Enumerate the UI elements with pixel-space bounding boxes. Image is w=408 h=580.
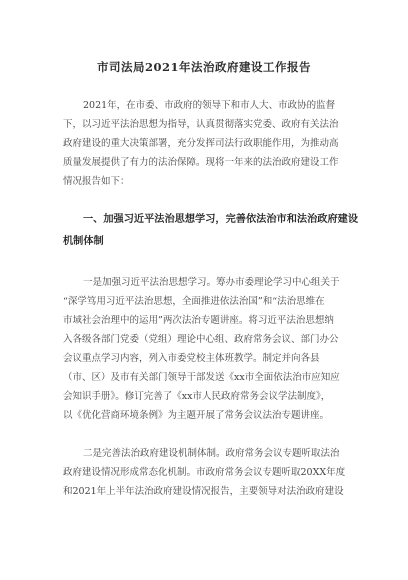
para1-line-6: （市、区）及市有关部门领导干部发送《xx市全面依法治市应知应 — [63, 372, 340, 383]
para1-line-1: 一是加强习近平法治思想学习。筹办市委理论学习中心组关于 — [83, 277, 340, 288]
intro-line-1: 2021年，在市委、市政府的领导下和市人大、市政协的监督 — [83, 100, 336, 111]
para1-line-5: 会议重点学习内容，列入市委党校主体班教学。制定并向各县 — [63, 353, 320, 364]
para2-line-2: 政府建设情况形成常态化机制。市政府常务会议专题听取20XX年度 — [63, 467, 346, 478]
intro-line-5: 情况报告如下： — [63, 176, 130, 187]
para2-line-3: 和2021年上半年法治政府建设情况报告，主要领导对法治政府建设 — [63, 486, 344, 497]
para2-line-1: 二是完善法治政府建设机制体制。政府常务会议专题听取法治 — [83, 448, 340, 459]
para1-line-2: “深学笃用习近平法治思想，全面推进依法治国”和“法治思维在 — [63, 296, 325, 307]
section-heading-line-1: 一、加强习近平法治思想学习，完善依法治市和法治政府建设 — [83, 213, 359, 225]
section-heading-line-2: 机制体制 — [63, 235, 104, 247]
intro-line-3: 政府建设的重大决策部署，充分发挥司法行政职能作用，为推动高 — [63, 138, 339, 149]
document-title: 市司法局2021年法治政府建设工作报告 — [96, 60, 311, 74]
para1-line-8: 以《优化营商环境条例》为主题开展了常务会议法治专题讲座。 — [63, 410, 330, 421]
para1-line-7: 会知识手册》。修订完善了《xx市人民政府常务会议学法制度》， — [63, 391, 331, 402]
para1-line-4: 入各级各部门党委（党组）理论中心组、政府常务会议、部门办公 — [63, 334, 339, 345]
intro-line-4: 质量发展提供了有力的法治保障。现将一年来的法治政府建设工作 — [63, 157, 339, 168]
intro-line-2: 下，以习近平法治思想为指导，认真贯彻落实党委、政府有关法治 — [63, 119, 339, 130]
para1-line-3: 市域社会治理中的运用”两次法治专题讲座。将习近平法治思想纳 — [63, 315, 334, 326]
